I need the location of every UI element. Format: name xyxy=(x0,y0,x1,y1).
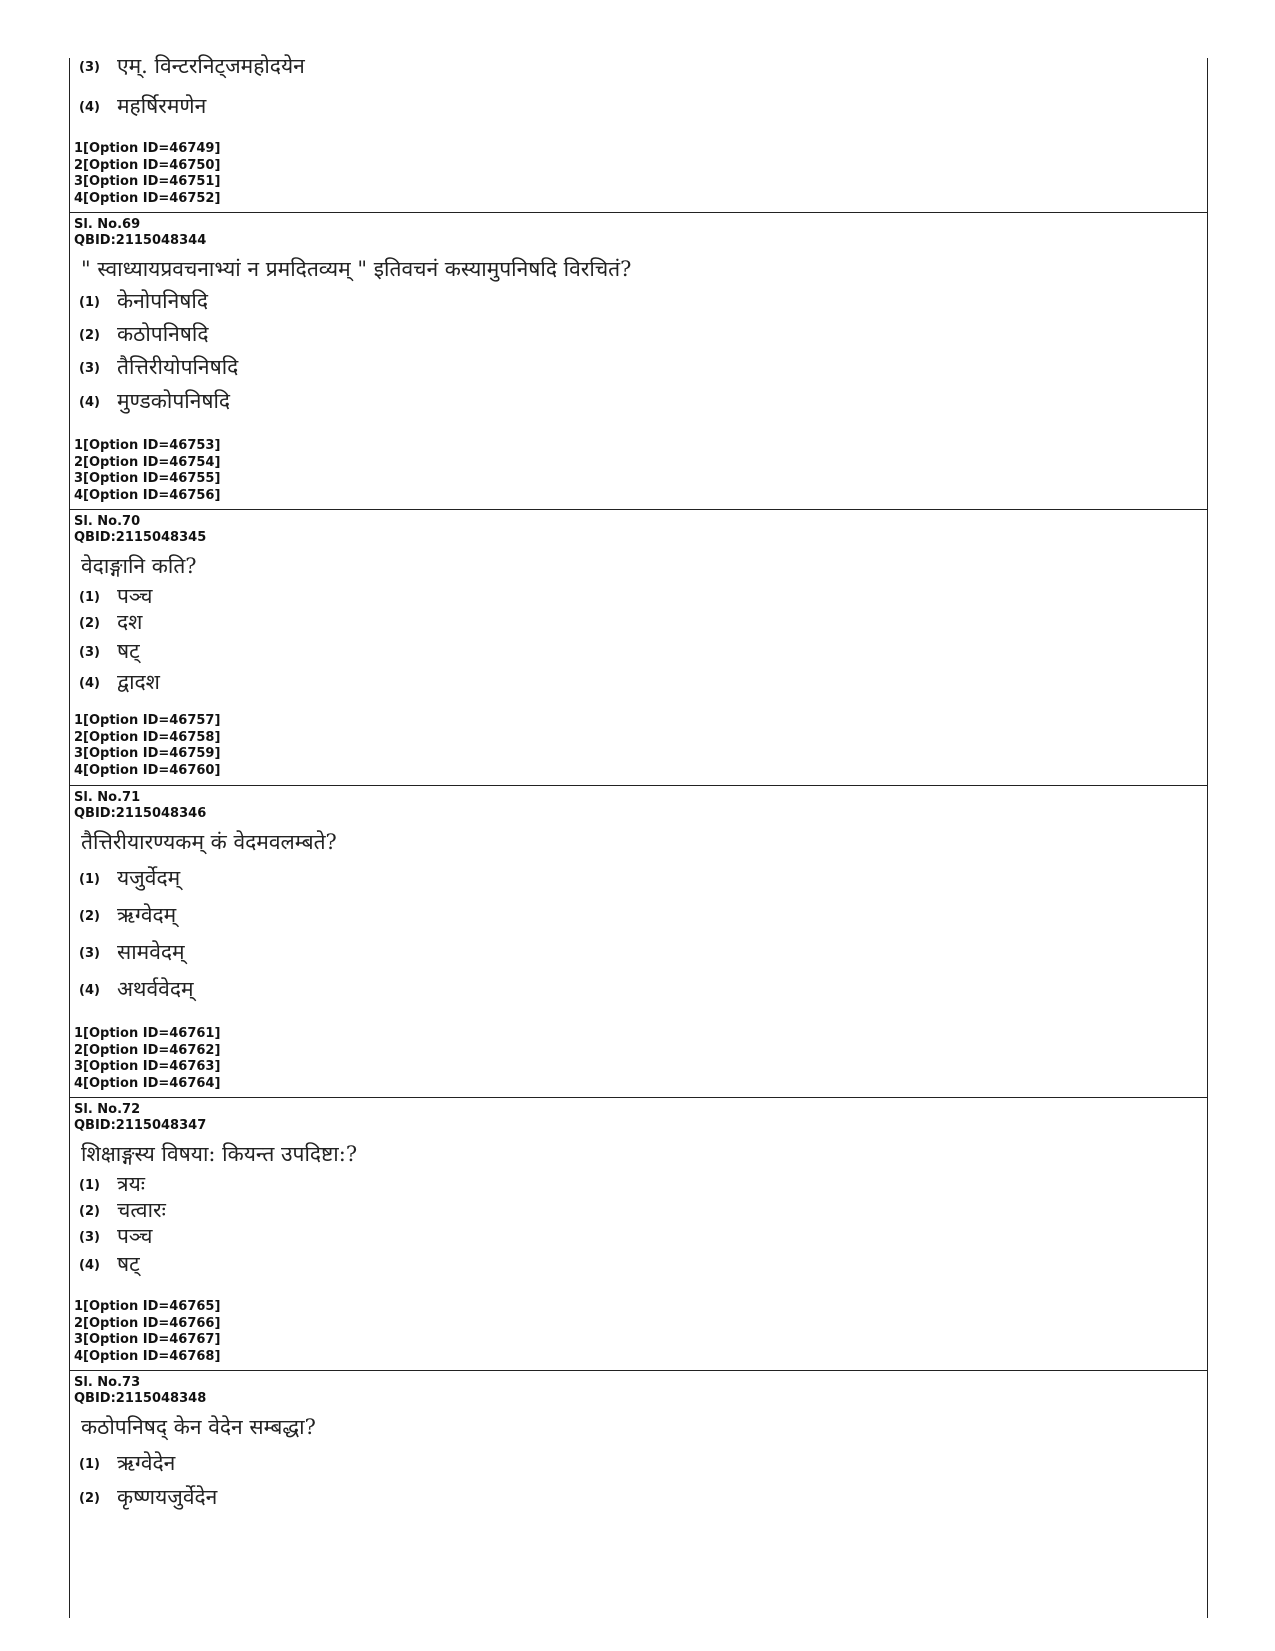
option-text: अथर्ववेदम् xyxy=(117,977,194,1001)
question-block-71 xyxy=(69,786,1207,1098)
option-id: 4[Option ID=46760] xyxy=(74,762,221,778)
option-id: 3[Option ID=46751] xyxy=(74,174,221,189)
option-id-list xyxy=(74,1026,220,1092)
serial-number: Sl. No.69 xyxy=(74,217,141,232)
question-text: " स्वाध्यायप्रवचनाभ्यां न प्रमदितव्यम् " इतिवचनं कस्यामुपनिषदि विरचितं? xyxy=(81,257,632,281)
option-text: ऋग्वेदम् xyxy=(117,903,177,927)
option-number: (3) xyxy=(79,1230,100,1245)
option-number: (4) xyxy=(79,100,100,115)
option-text: कृष्णयजुर्वेदेन xyxy=(117,1485,218,1509)
question-block-73 xyxy=(69,1371,1207,1618)
option-id: 2[Option ID=46762] xyxy=(74,1042,221,1058)
qbid: QBID:2115048346 xyxy=(74,806,207,821)
qbid: QBID:2115048348 xyxy=(74,1391,207,1406)
option-id: 2[Option ID=46754] xyxy=(74,454,221,470)
option-number: (2) xyxy=(79,1204,100,1219)
option-number: (1) xyxy=(79,590,100,605)
option-text: महर्षिरमणेन xyxy=(117,94,207,118)
question-text: वेदाङ्गानि कति? xyxy=(81,554,197,578)
option-text: त्रयः xyxy=(117,1172,146,1196)
qbid: QBID:2115048345 xyxy=(74,530,207,545)
option-id: 1[Option ID=46765] xyxy=(74,1299,221,1314)
option-id: 2[Option ID=46758] xyxy=(74,729,221,745)
option-id-list xyxy=(74,438,220,504)
question-text: शिक्षाङ्गस्य विषया: कियन्त उपदिष्टा:? xyxy=(81,1142,358,1166)
question-block-72 xyxy=(69,1098,1207,1371)
option-text: द्वादश xyxy=(117,670,160,694)
option-id: 2[Option ID=46766] xyxy=(74,1315,221,1331)
option-text: एम्. विन्टरनिट्जमहोदयेन xyxy=(117,54,305,78)
question-block-68-continued xyxy=(69,54,1207,213)
option-id: 1[Option ID=46757] xyxy=(74,713,221,728)
option-id-list xyxy=(74,1299,220,1365)
option-number: (1) xyxy=(79,295,100,310)
option-id: 4[Option ID=46768] xyxy=(74,1348,221,1364)
option-id: 1[Option ID=46753] xyxy=(74,438,221,453)
option-number: (2) xyxy=(79,328,100,343)
option-text: कठोपनिषदि xyxy=(117,322,209,346)
option-number: (3) xyxy=(79,645,100,660)
option-id: 3[Option ID=46755] xyxy=(74,471,221,486)
qbid: QBID:2115048344 xyxy=(74,233,207,248)
serial-number: Sl. No.70 xyxy=(74,514,141,529)
option-number: (2) xyxy=(79,1491,100,1506)
option-text: दश xyxy=(117,610,143,634)
serial-number: Sl. No.72 xyxy=(74,1102,141,1117)
option-number: (4) xyxy=(79,676,100,691)
serial-number: Sl. No.71 xyxy=(74,790,141,805)
option-text: ऋग्वेदेन xyxy=(117,1451,176,1475)
option-id-list xyxy=(74,713,220,779)
option-id: 1[Option ID=46761] xyxy=(74,1026,221,1041)
option-text: सामवेदम् xyxy=(117,940,185,964)
option-text: चत्वारः xyxy=(117,1198,166,1222)
option-number: (1) xyxy=(79,872,100,887)
option-id: 1[Option ID=46749] xyxy=(74,141,221,156)
option-id: 4[Option ID=46764] xyxy=(74,1075,221,1091)
option-number: (4) xyxy=(79,395,100,410)
option-text: तैत्तिरीयोपनिषदि xyxy=(117,355,239,379)
option-text: यजुर्वेदम् xyxy=(117,866,181,890)
question-block-70 xyxy=(69,510,1207,786)
option-text: षट् xyxy=(117,639,140,663)
qbid: QBID:2115048347 xyxy=(74,1118,207,1133)
option-number: (2) xyxy=(79,909,100,924)
question-text: तैत्तिरीयारण्यकम् कं वेदमवलम्बते? xyxy=(81,830,337,854)
option-number: (4) xyxy=(79,1258,100,1273)
option-number: (1) xyxy=(79,1457,100,1472)
option-id: 4[Option ID=46756] xyxy=(74,487,221,503)
option-id: 3[Option ID=46763] xyxy=(74,1059,221,1074)
option-text: मुण्डकोपनिषदि xyxy=(117,389,231,413)
option-id: 4[Option ID=46752] xyxy=(74,190,221,206)
option-text: पञ्च xyxy=(117,1224,153,1248)
option-number: (1) xyxy=(79,1178,100,1193)
option-id: 3[Option ID=46759] xyxy=(74,746,221,761)
option-number: (2) xyxy=(79,616,100,631)
option-id: 2[Option ID=46750] xyxy=(74,157,221,173)
option-number: (4) xyxy=(79,983,100,998)
option-id: 3[Option ID=46767] xyxy=(74,1332,221,1347)
option-number: (3) xyxy=(79,946,100,961)
option-text: पञ्च xyxy=(117,584,153,608)
option-id-list xyxy=(74,141,220,207)
option-number: (3) xyxy=(79,60,100,75)
option-number: (3) xyxy=(79,361,100,376)
question-block-69 xyxy=(69,213,1207,510)
question-text: कठोपनिषद् केन वेदेन सम्बद्धा? xyxy=(81,1415,316,1439)
option-text: केनोपनिषदि xyxy=(117,289,208,313)
serial-number: Sl. No.73 xyxy=(74,1375,141,1390)
option-text: षट् xyxy=(117,1252,140,1276)
